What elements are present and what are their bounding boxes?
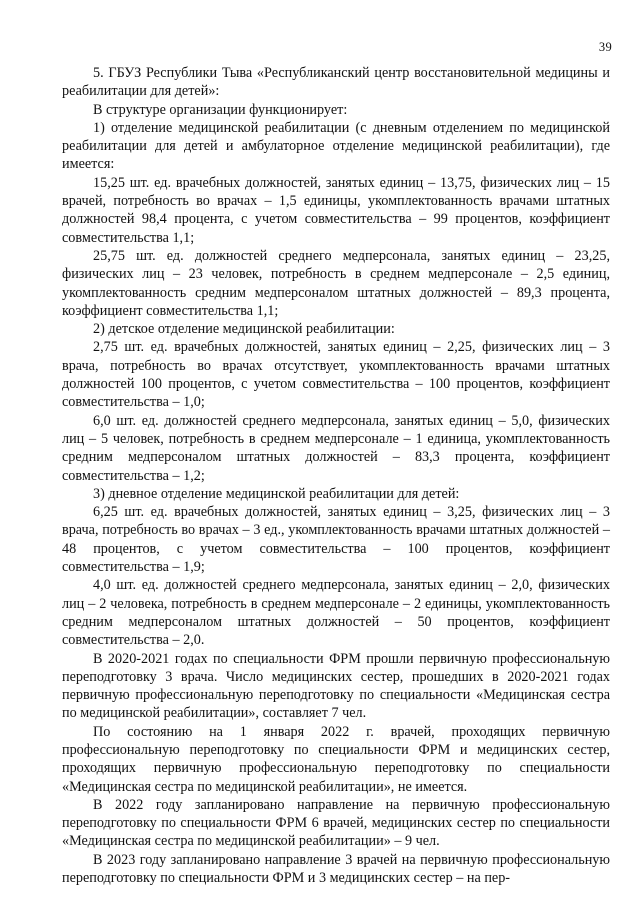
- paragraph-3: 1) отделение медицинской реабилитации (с дневным отделением по медицинской реабилитации для детей и амбулаторное отделение медицинской реабилитации), где имеется:: [62, 119, 610, 173]
- paragraph-11: 4,0 шт. ед. должностей среднего медперсонала, занятых единиц – 2,0, физических лиц – 2 человека, потребность в среднем медперсонале – 2 единицы, укомплектованность средним медперсоналом штатных должностей – 50 процентов, коэффициент совместительства – 2,0.: [62, 577, 610, 649]
- paragraph-13: По состоянию на 1 января 2022 г. врачей, проходящих первичную профессиональную переподготовку по специальности ФРМ и медицинских сестер, проходящих первичную профессиональную переподготовку по специальности «Медицинская сестра по медицинской реабилитации», не имеется.: [62, 723, 610, 795]
- paragraph-8: 6,0 шт. ед. должностей среднего медперсонала, занятых единиц – 5,0, физических лиц – 5 человек, потребность в среднем медперсонале – 1 единица, укомплектованность средним медперсоналом штатных должностей – 83,3 процента, коэффициент совместительства – 1,2;: [62, 412, 610, 484]
- paragraph-7: 2,75 шт. ед. врачебных должностей, занятых единиц – 2,25, физических лиц – 3 врача, потребность во врачах отсутствует, укомплектованность врачами штатных должностей 100 процентов, с учетом совместительства – 100 процентов, коэффициент совместительства – 1,0;: [62, 339, 610, 411]
- paragraph-1: 5. ГБУЗ Республики Тыва «Республиканский центр восстановительной медицины и реабилитации для детей»:: [62, 65, 610, 100]
- page-number: 39: [598, 40, 612, 54]
- paragraph-14: В 2022 году запланировано направление на первичную профессиональную переподготовку по специальности ФРМ 6 врачей, медицинских сестер по специальности «Медицинская сестра по медицинской реабилитации» – 9 чел.: [62, 796, 610, 850]
- paragraph-12: В 2020-2021 годах по специальности ФРМ прошли первичную профессиональную переподготовку 3 врача. Число медицинских сестер, прошедших в 2020-2021 годах первичную профессиональную переподготовку по специальности «Медицинская сестра по медицинской реабилитации», составляет 7 чел.: [62, 650, 610, 722]
- paragraph-5: 25,75 шт. ед. должностей среднего медперсонала, занятых единиц – 23,25, физических лиц – 23 человек, потребность в среднем медперсонале – 2,5 единиц, укомплектованность средним медперсоналом штатных должностей – 89,3 процента, коэффициент совместительства 1,1;: [62, 247, 610, 319]
- paragraph-15: В 2023 году запланировано направление 3 врачей на первичную профессиональную переподготовку по специальности ФРМ и 3 медицинских сестер – на пер-: [62, 851, 610, 887]
- paragraph-10: 6,25 шт. ед. врачебных должностей, занятых единиц – 3,25, физических лиц – 3 врача, потребность во врачах – 3 ед., укомплектованность врачами штатных должностей – 48 процентов, с учетом совместительства – 100 процентов, коэффициент совместительства – 1,9;: [62, 504, 610, 576]
- paragraph-2: В структуре организации функционирует:: [93, 101, 348, 118]
- paragraph-4: 15,25 шт. ед. врачебных должностей, занятых единиц – 13,75, физических лиц – 15 врачей, потребность во врачах – 1,5 единицы, укомплектованность врачами штатных должностей 98,4 процента, с учетом совместительства – 99 процентов, коэффициент совместительства 1,1;: [62, 174, 610, 246]
- paragraph-9: 3) дневное отделение медицинской реабилитации для детей:: [93, 485, 460, 502]
- document-body: [62, 64, 610, 887]
- paragraph-6: 2) детское отделение медицинской реабилитации:: [93, 321, 395, 338]
